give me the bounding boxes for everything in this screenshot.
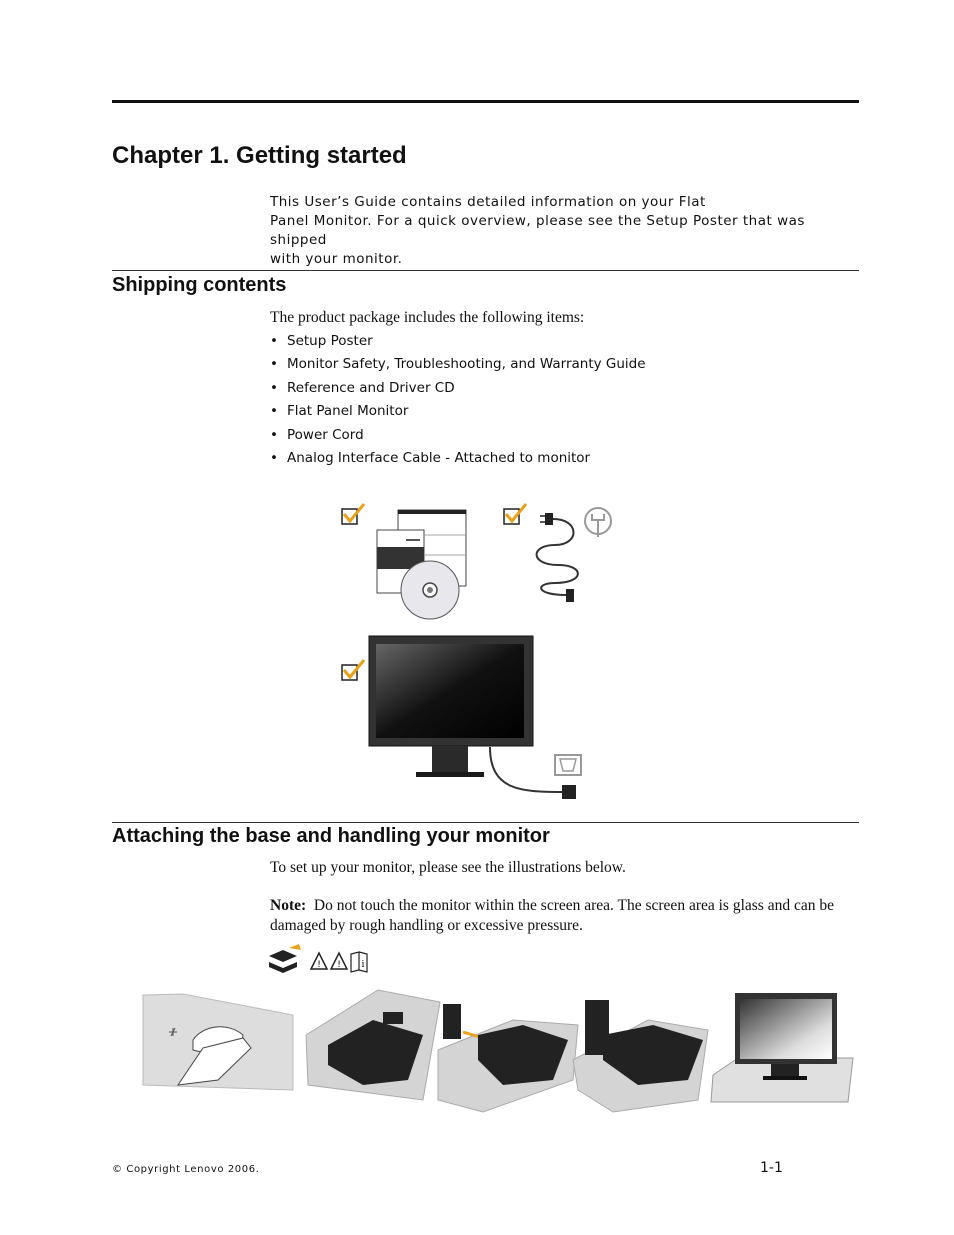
svg-text:i: i [361,960,365,970]
shipping-list [270,330,646,470]
cd-icon [401,561,459,619]
svg-text:!: ! [317,960,321,970]
checkbox-check-icon [504,504,526,524]
box-icon [269,944,301,973]
power-cord-icon [537,513,578,602]
assembly-steps-illustration [143,990,855,1115]
top-rule [112,100,859,103]
note-text: Do not touch the monitor within the screen area. The screen area is glass and can be damaged by rough handling or excessive pressure. [270,897,834,934]
page-number: 1-1 [760,1160,783,1176]
manual-icon [351,952,367,972]
monitor-icon [369,636,533,777]
warning-icon [311,953,327,970]
note-label: Note: [270,897,307,914]
caution-icons [267,944,377,974]
shipping-lead: The product package includes the following items: [270,309,585,326]
list-item: • Setup Poster [270,330,646,353]
base-step-1-image [306,990,440,1100]
list-item: • Power Cord [270,424,646,447]
section-rule [112,270,859,271]
warning-icon [331,953,347,970]
base-step-3-image [573,1000,708,1112]
monitor-upright-image [711,993,853,1102]
power-plug-icon [585,508,611,537]
svg-text:!: ! [337,960,341,970]
list-item: • Reference and Driver CD [270,377,646,400]
package-contents-illustration [330,495,620,805]
checkbox-check-icon [342,504,364,524]
note-paragraph [270,896,840,935]
base-step-2-image [438,1004,578,1112]
intro-paragraph [270,193,855,269]
cleaning-step-image [143,994,293,1090]
vga-port-icon [555,755,581,775]
copyright: © Copyright Lenovo 2006. [112,1164,260,1175]
intro-line-2: Panel Monitor. For a quick overview, please see the Setup Poster that was shipped [270,213,805,248]
attaching-heading: Attaching the base and handling your monitor [112,825,550,847]
intro-line-3: with your monitor. [270,251,403,267]
list-item: • Flat Panel Monitor [270,400,646,423]
list-item: • Monitor Safety, Troubleshooting, and Warranty Guide [270,353,646,376]
chapter-title: Chapter 1. Getting started [112,142,407,169]
shipping-heading: Shipping contents [112,274,287,296]
intro-line-1: This User’s Guide contains detailed information on your Flat [270,194,706,210]
attaching-lead: To set up your monitor, please see the illustrations below. [270,859,626,876]
checkbox-check-icon [342,660,364,680]
list-item: • Analog Interface Cable - Attached to monitor [270,447,646,470]
section-rule [112,822,859,823]
